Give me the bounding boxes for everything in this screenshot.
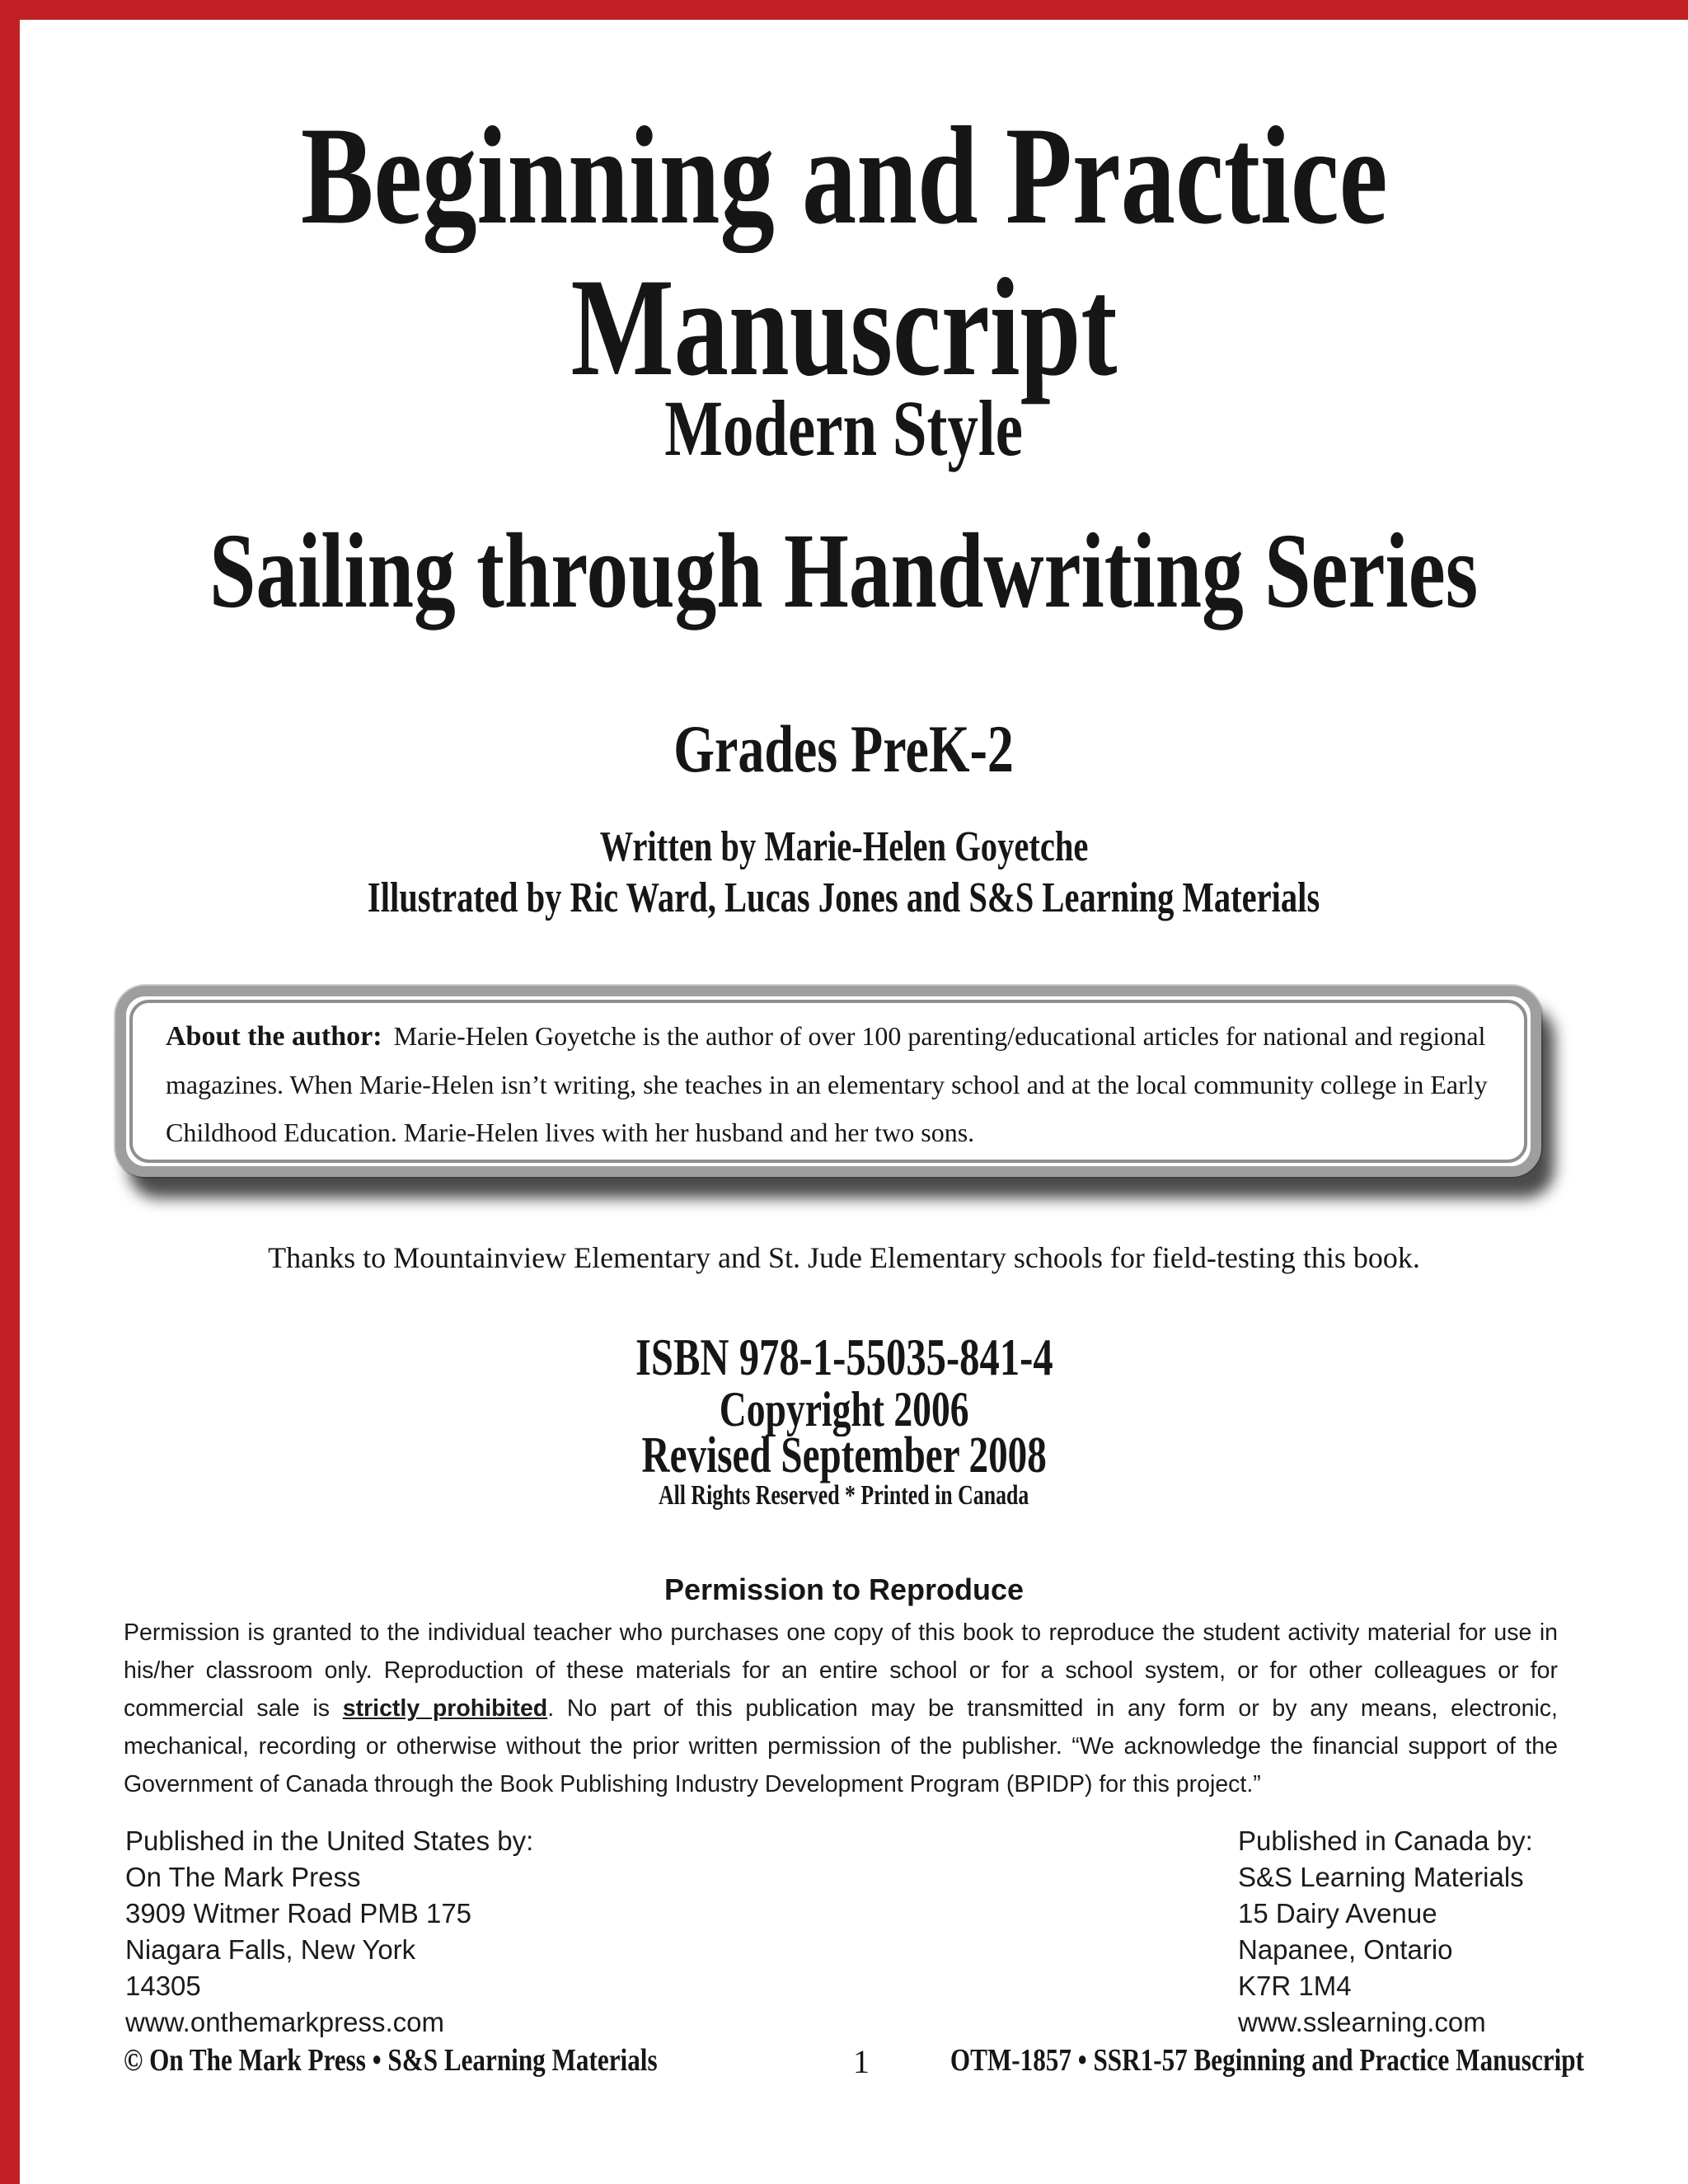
about-author-label: About the author: <box>166 1021 382 1052</box>
about-author-box <box>115 986 1541 1177</box>
revised-text: Revised September 2008 <box>641 1427 1047 1483</box>
book-title-line2 <box>0 250 1688 405</box>
isbn-line <box>0 1329 1688 1386</box>
series-title <box>0 512 1688 630</box>
footer-copyright: © On The Mark Press • S&S Learning Materials <box>124 2043 658 2078</box>
written-by-line <box>0 823 1688 870</box>
written-by-text: Written by Marie-Helen Goyetche <box>599 823 1089 870</box>
about-author-box-inner <box>129 1000 1527 1163</box>
publisher-ca-line: Published in Canada by: <box>1238 1825 1533 1856</box>
book-subtitle <box>0 384 1688 472</box>
publisher-us-line: 14305 <box>125 1971 201 2001</box>
permission-text-after: . No part of this publication may be transmitted in any form or by any means, electronic, mechanical, recording or otherwise without the prior written permission of the publisher. “We acknowledge the financial support of the Government of Canada through the Book Publishing Industry Development Program (BPIDP) for this project.” <box>124 1695 1558 1797</box>
permission-paragraph <box>124 1614 1558 1803</box>
publisher-ca-line: S&S Learning Materials <box>1238 1862 1524 1892</box>
publisher-us-website: www.onthemarkpress.com <box>125 2007 444 2037</box>
publisher-ca-line: Napanee, Ontario <box>1238 1934 1453 1965</box>
book-title-line2-text: Manuscript <box>570 250 1118 405</box>
publisher-canada-block <box>1238 1823 1533 2041</box>
isbn-copyright-block <box>0 1329 1688 1513</box>
about-author-text: Marie-Helen Goyetche is the author of over 100 parenting/educational articles for national and regional magazines. When Marie-Helen isn’t writing, she teaches in an elementary school and at the local community college in Early Childhood Education. Marie-Helen lives with her husband and her two sons. <box>166 1021 1488 1147</box>
grades-label <box>0 711 1688 786</box>
publisher-ca-website: www.sslearning.com <box>1238 2007 1486 2037</box>
book-title-line1 <box>0 98 1688 253</box>
about-author-paragraph <box>166 1012 1491 1156</box>
revised-line <box>0 1427 1688 1483</box>
copyright-line <box>0 1382 1688 1436</box>
copyright-text: Copyright 2006 <box>719 1382 969 1436</box>
publisher-us-line: On The Mark Press <box>125 1862 361 1892</box>
publisher-us-line: Niagara Falls, New York <box>125 1934 416 1965</box>
permission-heading: Permission to Reproduce <box>663 1572 1025 1606</box>
red-top-border <box>0 0 1688 20</box>
book-title-line1-text: Beginning and Practice <box>300 98 1388 253</box>
rights-text: All Rights Reserved * Printed in Canada <box>659 1480 1029 1511</box>
publisher-ca-line: 15 Dairy Avenue <box>1238 1898 1437 1929</box>
illustrated-by-text: Illustrated by Ric Ward, Lucas Jones and S&S Learning Materials <box>368 874 1320 921</box>
page-number: 1 <box>853 2043 870 2080</box>
acknowledgement-line: Thanks to Mountainview Elementary and St. Jude Elementary schools for field-testing this book. <box>268 1241 1420 1274</box>
publisher-us-line: Published in the United States by: <box>125 1825 534 1856</box>
permission-text-before: Permission is granted to the individual teacher who purchases one copy of this book to reproduce the student activity material for use in his/her classroom only. Reproduction of these materials for an entire school or for a school system, or for other colleagues or for commercial sale is <box>124 1619 1558 1722</box>
publisher-ca-line: K7R 1M4 <box>1238 1971 1352 2001</box>
series-title-text: Sailing through Handwriting Series <box>209 512 1479 630</box>
page-footer <box>0 2042 1688 2083</box>
footer-product-code: OTM-1857 • SSR1-57 Beginning and Practice Manuscript <box>950 2043 1584 2078</box>
grades-label-text: Grades PreK-2 <box>673 711 1015 786</box>
publisher-us-block <box>125 1823 533 2041</box>
rights-line <box>0 1479 1688 1513</box>
book-subtitle-text: Modern Style <box>664 384 1024 472</box>
strictly-prohibited-text: strictly prohibited <box>342 1695 548 1722</box>
isbn-text: ISBN 978-1-55035-841-4 <box>635 1328 1053 1386</box>
illustrated-by-line <box>0 874 1688 921</box>
publisher-us-line: 3909 Witmer Road PMB 175 <box>125 1898 472 1929</box>
